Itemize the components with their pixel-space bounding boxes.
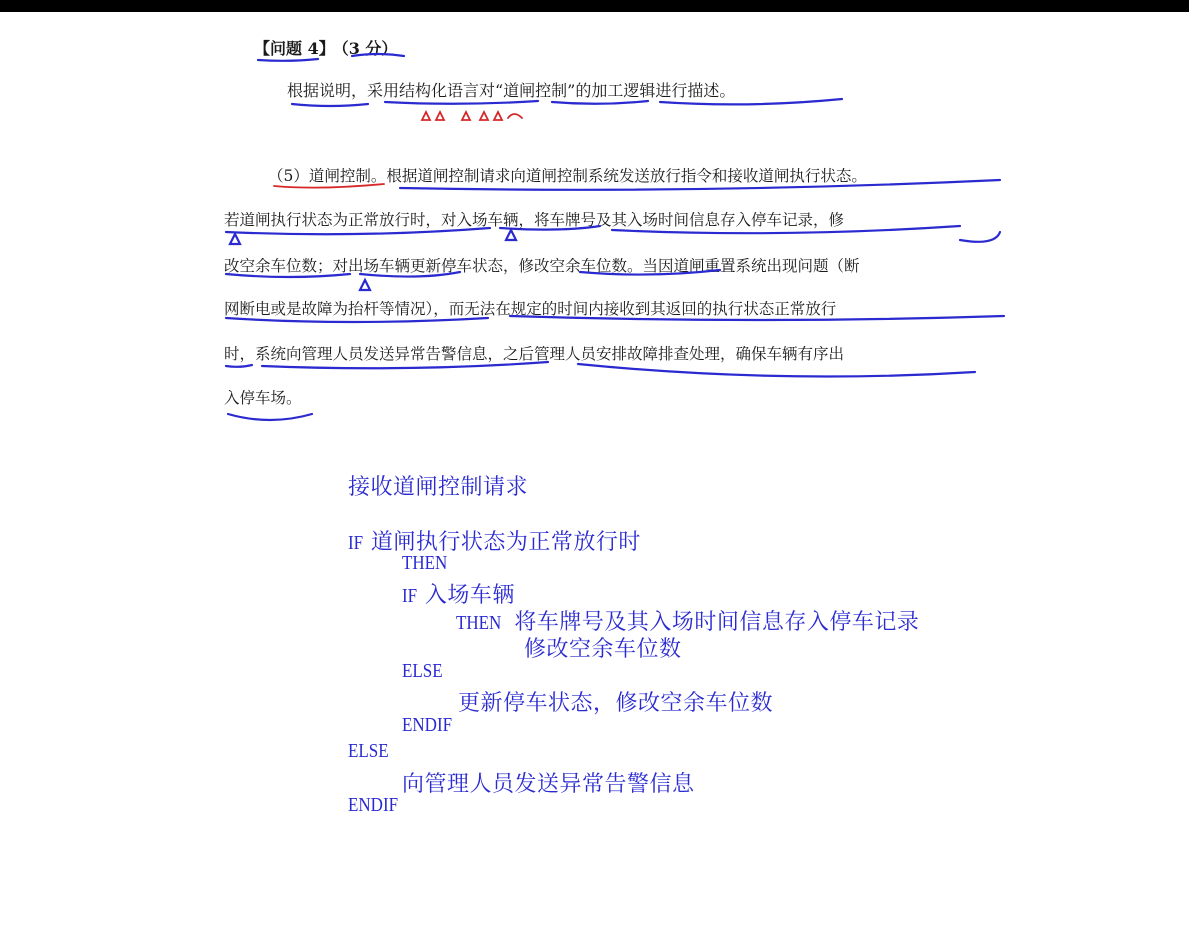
answer-line-8: 更新停车状态，修改空余车位数 [458, 691, 774, 716]
answer-keyword-endif-inner: ENDIF [402, 714, 453, 736]
answer-keyword-if: IF [348, 532, 364, 554]
answer-line-12 [348, 794, 407, 817]
answer-keyword-else: ELSE [348, 740, 389, 762]
question-header [254, 36, 397, 59]
question-score: （3 分） [340, 39, 398, 58]
answer-line-7 [402, 660, 450, 683]
delta-mark-2 [506, 230, 516, 240]
answer-keyword-then: THEN [402, 552, 448, 574]
paragraph-line-3: 改空余车位数；对出场车辆更新停车状态，修改空余车位数。当因道闸重置系统出现问题（断 [224, 257, 860, 275]
answer-keyword-then-inner: THEN [456, 612, 502, 634]
answer-line-10 [348, 740, 396, 763]
underline-line5-a [226, 365, 252, 367]
delta-mark-3 [360, 280, 370, 290]
underline-desc-3 [552, 101, 648, 104]
question-title: 【问题 4】 [254, 39, 335, 58]
answer-keyword-if-inner: IF [402, 585, 418, 607]
delta-mark-1 [230, 234, 240, 244]
paragraph-line-2: 若道闸执行状态为正常放行时，对入场车辆，将车牌号及其入场时间信息存入停车记录，修 [224, 211, 845, 229]
paragraph-line-5: 时，系统向管理人员发送异常告警信息，之后管理人员安排故障排查处理，确保车辆有序出 [224, 345, 845, 363]
answer-line-9 [402, 714, 461, 737]
paragraph-line-1: （5）道闸控制。根据道闸控制请求向道闸控制系统发送放行指令和接收道闸执行状态。 [268, 167, 867, 185]
underline-desc-2 [385, 101, 538, 104]
underline-question [258, 59, 318, 61]
red-delta-marks-1 [422, 112, 444, 120]
answer-condition-1: 道闸执行状态为正常放行时 [370, 530, 641, 555]
answer-keyword-endif: ENDIF [348, 794, 399, 816]
question-description: 根据说明，采用结构化语言对“道闸控制”的加工逻辑进行描述。 [287, 81, 736, 100]
answer-line-2 [348, 525, 641, 556]
answer-action-1: 将车牌号及其入场时间信息存入停车记录 [514, 610, 920, 635]
answer-condition-2: 入场车辆 [424, 583, 515, 608]
top-black-bar [0, 0, 1189, 12]
paragraph-line-6: 入停车场。 [224, 389, 302, 407]
answer-line-3 [402, 552, 455, 575]
underline-line2-end [960, 232, 1000, 242]
paragraph-line-4: 网断电或是故障为抬杆等情况），而无法在规定的时间内接收到其返回的执行状态正常放行 [224, 300, 837, 318]
underline-line5-c [578, 364, 975, 377]
answer-line-1: 接收道闸控制请求 [348, 475, 529, 500]
underline-desc-1 [292, 104, 368, 106]
underline-line6 [228, 414, 312, 420]
answer-line-6: 修改空余车位数 [524, 637, 682, 662]
answer-line-11: 向管理人员发送异常告警信息 [402, 772, 695, 797]
red-delta-marks-2 [462, 112, 522, 120]
answer-keyword-else-inner: ELSE [402, 660, 443, 682]
